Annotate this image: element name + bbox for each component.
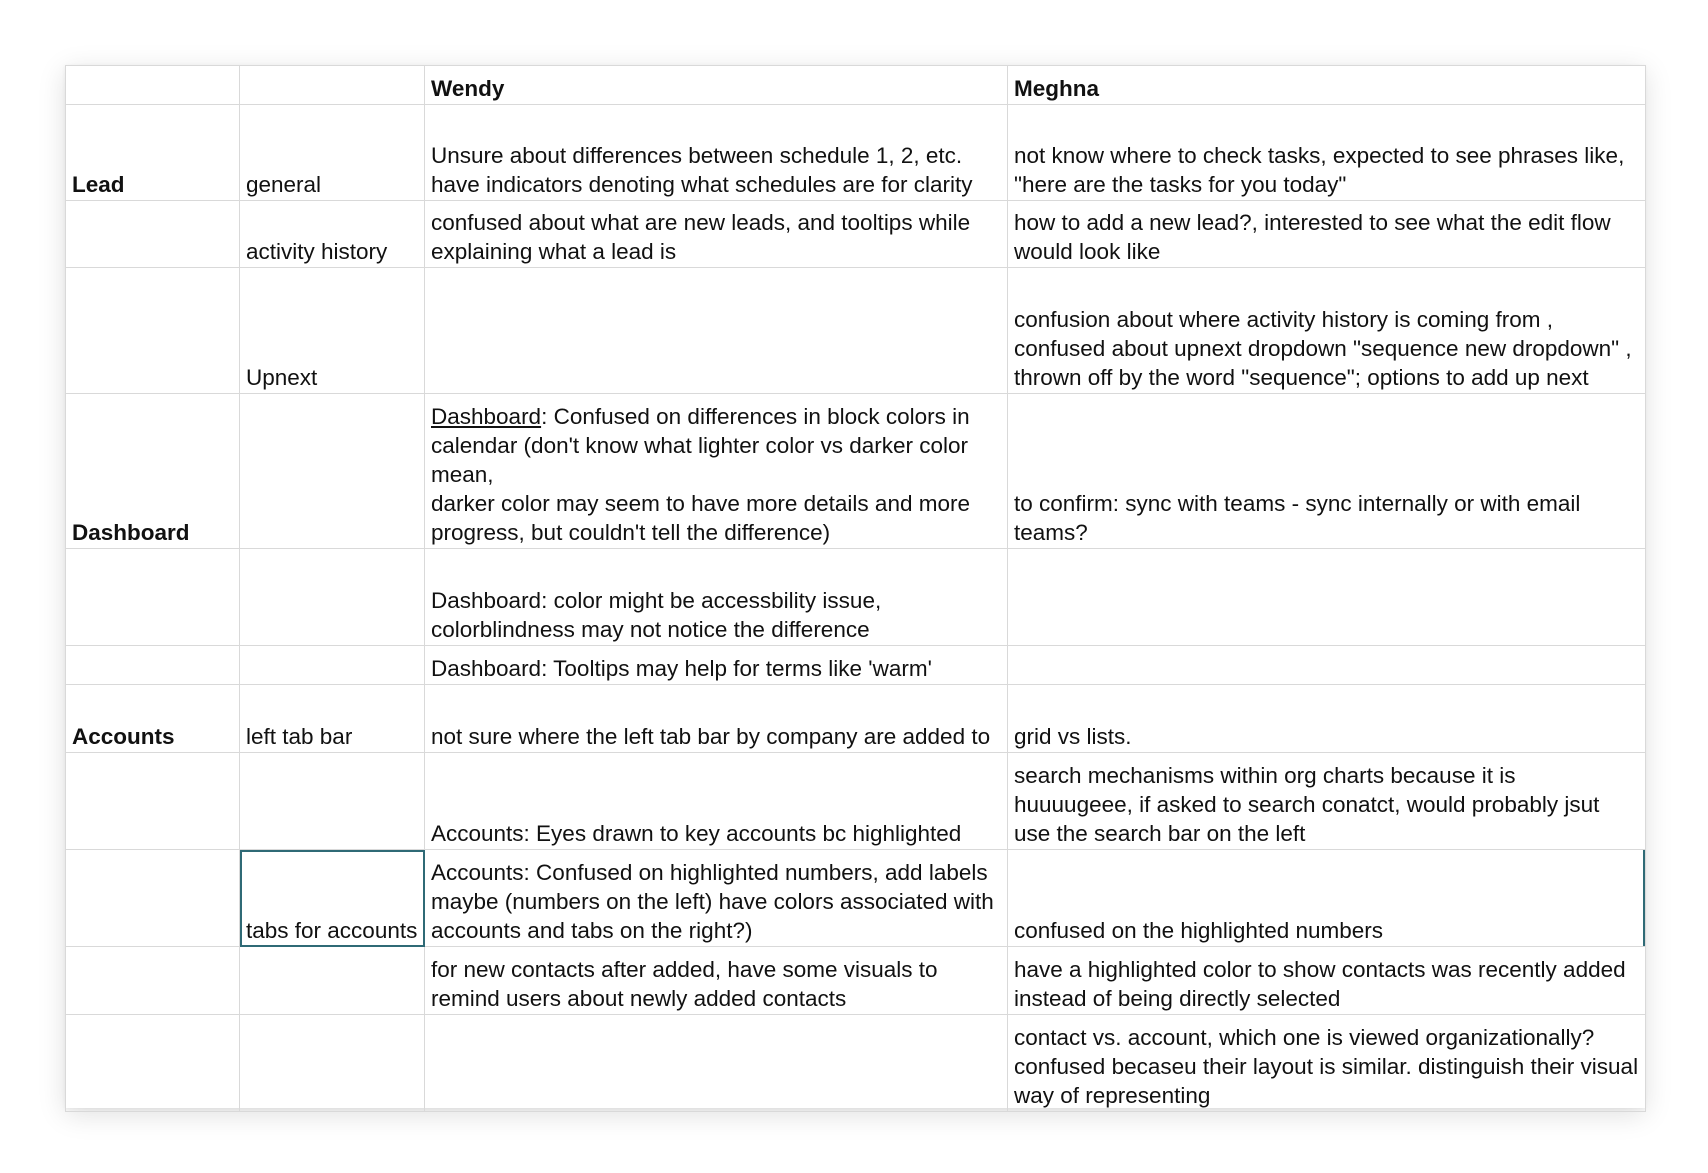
wendy-note[interactable]: Dashboard: Tooltips may help for terms like 'warm' — [425, 646, 1008, 685]
dashboard-link-text: Dashboard — [431, 404, 542, 429]
table-row — [66, 549, 1646, 646]
wendy-note[interactable]: Accounts: Eyes drawn to key accounts bc highlighted — [425, 753, 1008, 850]
section-cell[interactable] — [66, 947, 240, 1015]
topic-cell[interactable] — [240, 394, 425, 549]
section-accounts[interactable]: Accounts — [66, 685, 240, 753]
wendy-note[interactable] — [425, 268, 1008, 394]
meghna-note[interactable] — [1008, 646, 1646, 685]
wendy-note[interactable] — [425, 394, 1008, 549]
section-cell[interactable] — [66, 268, 240, 394]
table-row — [66, 394, 1646, 549]
table-row — [66, 105, 1646, 201]
section-cell[interactable] — [66, 549, 240, 646]
topic-cell[interactable] — [240, 947, 425, 1015]
cell-a1[interactable] — [66, 66, 240, 105]
meghna-note[interactable]: how to add a new lead?, interested to see what the edit flow would look like — [1008, 201, 1646, 268]
section-cell[interactable] — [66, 850, 240, 947]
meghna-note[interactable]: confused on the highlighted numbers — [1008, 850, 1646, 947]
table-row — [66, 1015, 1646, 1112]
meghna-note[interactable]: have a highlighted color to show contacts was recently added instead of being directly selected — [1008, 947, 1646, 1015]
wendy-note[interactable] — [425, 1015, 1008, 1112]
topic-cell[interactable]: activity history — [240, 201, 425, 268]
wendy-note[interactable]: confused about what are new leads, and tooltips while explaining what a lead is — [425, 201, 1008, 268]
meghna-note[interactable]: to confirm: sync with teams - sync internally or with email teams? — [1008, 394, 1646, 549]
topic-cell[interactable] — [240, 753, 425, 850]
meghna-note[interactable]: contact vs. account, which one is viewed organizationally? confused becaseu their layout is similar. distinguish their visual way of representing — [1008, 1015, 1646, 1112]
meghna-note[interactable]: grid vs lists. — [1008, 685, 1646, 753]
topic-cell[interactable]: general — [240, 105, 425, 201]
table-row — [66, 753, 1646, 850]
section-cell[interactable] — [66, 646, 240, 685]
wendy-note[interactable]: for new contacts after added, have some visuals to remind users about newly added contacts — [425, 947, 1008, 1015]
wendy-note[interactable]: Unsure about differences between schedule 1, 2, etc. have indicators denoting what schedules are for clarity — [425, 105, 1008, 201]
spreadsheet-card — [65, 65, 1645, 1108]
section-cell[interactable] — [66, 1015, 240, 1112]
cell-b1[interactable] — [240, 66, 425, 105]
header-wendy[interactable]: Wendy — [425, 66, 1008, 105]
header-row — [66, 66, 1646, 105]
table-row — [66, 947, 1646, 1015]
header-meghna[interactable]: Meghna — [1008, 66, 1646, 105]
selected-cell-tabs-for-accounts[interactable]: tabs for accounts — [240, 850, 425, 947]
topic-cell[interactable] — [240, 646, 425, 685]
wendy-note[interactable]: Accounts: Confused on highlighted numbers, add labels maybe (numbers on the left) have colors associated with accounts and tabs on the right?) — [425, 850, 1008, 947]
spreadsheet-grid — [65, 65, 1646, 1112]
section-lead[interactable]: Lead — [66, 105, 240, 201]
table-row — [66, 646, 1646, 685]
meghna-note[interactable]: confusion about where activity history is coming from , confused about upnext dropdown "sequence new dropdown" , thrown off by the word "sequence"; options to add up next — [1008, 268, 1646, 394]
meghna-note[interactable]: search mechanisms within org charts because it is huuuugeee, if asked to search conatct, would probably jsut use the search bar on the left — [1008, 753, 1646, 850]
meghna-note[interactable]: not know where to check tasks, expected to see phrases like, "here are the tasks for you today" — [1008, 105, 1646, 201]
topic-cell[interactable] — [240, 1015, 425, 1112]
topic-cell[interactable]: left tab bar — [240, 685, 425, 753]
table-row — [66, 201, 1646, 268]
meghna-note[interactable] — [1008, 549, 1646, 646]
table-row — [66, 850, 1646, 947]
section-dashboard[interactable]: Dashboard — [66, 394, 240, 549]
note-text: darker color may seem to have more details and more progress, but couldn't tell the difference) — [431, 491, 970, 545]
wendy-note[interactable]: not sure where the left tab bar by company are added to — [425, 685, 1008, 753]
note-text: : Confused on differences in block colors in calendar (don't know what lighter color vs darker color mean, — [431, 404, 970, 487]
wendy-note[interactable]: Dashboard: color might be accessbility issue, colorblindness may not notice the difference — [425, 549, 1008, 646]
table-row — [66, 685, 1646, 753]
section-cell[interactable] — [66, 753, 240, 850]
section-cell[interactable] — [66, 201, 240, 268]
table-row — [66, 268, 1646, 394]
topic-cell[interactable] — [240, 549, 425, 646]
topic-cell[interactable]: Upnext — [240, 268, 425, 394]
